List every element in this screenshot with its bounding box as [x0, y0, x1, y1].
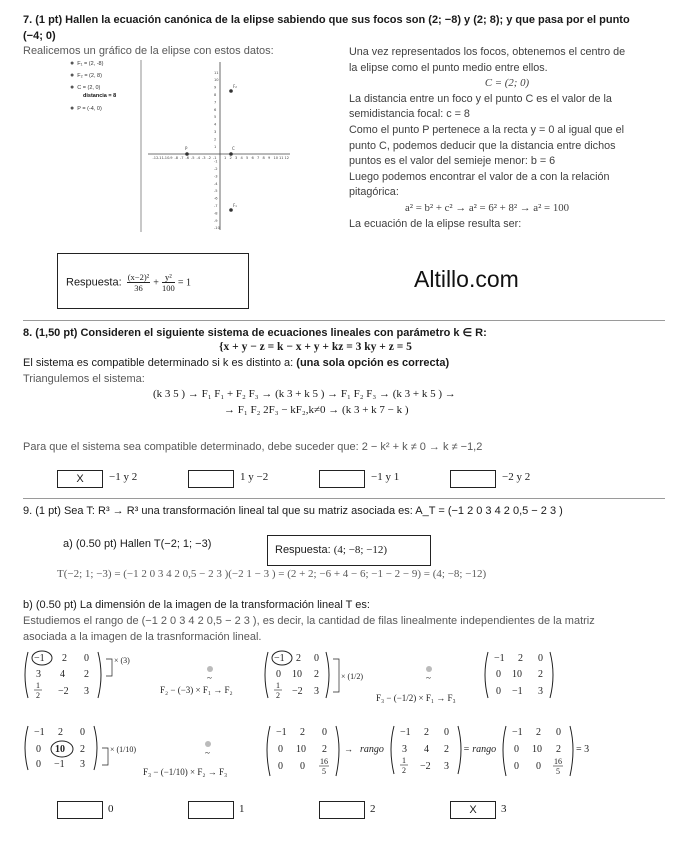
svg-text:3: 3 [80, 759, 85, 770]
svg-text:~: ~ [205, 748, 210, 758]
x-tick-label: 11 [279, 156, 284, 160]
x-tick-label: 8 [262, 156, 265, 160]
svg-text:−2: −2 [292, 686, 303, 697]
q7-answer: Respuesta: $\frac{\text{(x−2)²}}{36}$ + $\frac{\text{y²}}{100}$ = 1 [66, 272, 191, 293]
svg-text:3: 3 [444, 761, 449, 772]
q8-system: {x + y − z = k − x + y + kz = 3 ky + z = 5 [219, 341, 412, 353]
svg-text:0: 0 [36, 744, 41, 755]
q8-option-3-checkbox[interactable] [319, 470, 365, 488]
svg-text:~: ~ [426, 673, 431, 683]
svg-text:4: 4 [424, 744, 429, 755]
x-tick-label: -12 [152, 156, 159, 160]
svg-text:0: 0 [538, 653, 543, 664]
y-tick-label: -2 [214, 167, 218, 171]
q8-question [23, 357, 449, 369]
q7-explanation [349, 45, 665, 232]
svg-text:2: 2 [84, 669, 89, 680]
y-tick-label: -1 [214, 159, 218, 164]
svg-text:−2: −2 [58, 686, 69, 697]
y-tick-label: 4 [214, 122, 217, 127]
svg-text:0: 0 [84, 653, 89, 664]
y-tick-label: 9 [214, 85, 217, 90]
svg-text:rango: rango [360, 744, 384, 755]
svg-text:2: 2 [322, 744, 327, 755]
q7-line: La distancia entre un foco y el punto C es el valor de la [349, 92, 612, 105]
svg-text:0: 0 [496, 669, 501, 680]
x-tick-label: -6 [185, 156, 190, 160]
x-tick-label: 2 [229, 156, 232, 160]
q8-step1: (k 3 5 ) → F₁ F₁ + F₂ F₃ → (k 3 + k 5 ) → F₁ F₂ F₃ → (k 3 + k 5 ) → [153, 388, 456, 400]
fraction-numerator: (x−2)² [127, 272, 150, 282]
svg-text:0: 0 [80, 727, 85, 738]
svg-text:2: 2 [518, 653, 523, 664]
svg-text:−1: −1 [34, 727, 45, 738]
svg-text:2: 2 [58, 727, 63, 738]
svg-text:−1: −1 [494, 653, 505, 664]
q9a-answer-box [267, 535, 431, 566]
svg-text:× (1/10): × (1/10) [110, 745, 137, 754]
svg-text:16: 16 [554, 757, 562, 766]
svg-text:5: 5 [556, 767, 560, 776]
svg-text:2: 2 [296, 653, 301, 664]
graph-legend: ● F₁ = (2, -8) ● F₂ = (2, 8) ● C = (2, 0) distancia = 8 ● P = (-4, 0) [70, 60, 117, 112]
point-c [229, 152, 233, 156]
svg-text:4: 4 [60, 669, 65, 680]
x-tick-label: 4 [240, 156, 243, 160]
answer-equals: = 1 [177, 277, 191, 289]
q9b-option-2-checkbox[interactable] [188, 801, 234, 819]
q8-option-3-label: −1 y 1 [371, 471, 400, 483]
svg-text:0: 0 [536, 761, 541, 772]
y-tick-label: -6 [214, 196, 218, 201]
elimination-row-1 [20, 648, 670, 718]
svg-text:1: 1 [402, 756, 406, 765]
y-tick-label: 7 [214, 100, 217, 105]
svg-text:F₃ − (−1/2) × F₁ → F₃: F₃ − (−1/2) × F₁ → F₃ [376, 693, 456, 703]
point-f2 [229, 89, 233, 93]
svg-text:0: 0 [314, 653, 319, 664]
point-p [185, 152, 189, 156]
svg-text:2: 2 [556, 744, 561, 755]
y-tick-label: -3 [214, 174, 218, 179]
svg-text:10: 10 [55, 744, 65, 755]
answer-value: (4; −8; −12) [333, 544, 388, 556]
legend-f2: F₂ = (2, 8) [77, 73, 102, 79]
q8-option-1-checkbox[interactable]: X [57, 470, 103, 488]
q8-option-2-label: 1 y −2 [240, 471, 269, 483]
x-tick-label: 6 [251, 156, 254, 160]
svg-text:5: 5 [322, 767, 326, 776]
svg-text:2: 2 [538, 669, 543, 680]
q7-line: puntos es el valor del semieje menor: b = 6 [349, 155, 556, 168]
svg-text:2: 2 [424, 727, 429, 738]
svg-text:0: 0 [322, 727, 327, 738]
svg-text:F₂: F₂ [233, 84, 237, 89]
point-f1 [229, 208, 233, 212]
q7-answer-box [57, 253, 249, 309]
svg-text:2: 2 [314, 669, 319, 680]
q7-line: semidistancia focal: c = 8 [349, 108, 470, 121]
svg-text:F₁: F₁ [233, 203, 237, 208]
fraction-denominator: 100 [162, 283, 175, 293]
svg-text:2: 2 [444, 744, 449, 755]
ellipse-graph [140, 60, 295, 232]
q8-triangulate: Triangulemos el sistema: [23, 373, 145, 385]
answer-label: Respuesta: [66, 276, 122, 289]
svg-text:0: 0 [514, 761, 519, 772]
y-tick-label: 8 [214, 93, 217, 97]
svg-text:10: 10 [292, 669, 302, 680]
x-tick-label: -5 [191, 156, 195, 160]
svg-text:3: 3 [314, 686, 319, 697]
q9a-answer [275, 544, 387, 556]
q7-line: pitagórica: [349, 186, 399, 199]
q7-title: 7. (1 pt) Hallen la ecuación canónica de la elipse sabiendo que sus focos son (2; −8) y (2; 8); y que pasa por el punto [23, 14, 630, 26]
svg-text:P: P [185, 146, 188, 151]
svg-text:2: 2 [36, 691, 40, 700]
x-tick-label: 7 [257, 156, 260, 160]
x-tick-label: -1 [213, 156, 217, 160]
svg-text:10: 10 [532, 744, 542, 755]
x-tick-label: -10 [163, 156, 170, 160]
q7-line: La ecuación de la elipse resulta ser: [349, 217, 522, 230]
q9b-option-3-label: 2 [370, 803, 376, 815]
q8-question-note: (una sola opción es correcta) [296, 357, 450, 369]
svg-text:0: 0 [556, 727, 561, 738]
x-tick-label: -8 [174, 156, 179, 160]
q9b-option-4-label: 3 [501, 803, 507, 815]
x-tick-label: -3 [202, 156, 206, 160]
x-tick-label: -4 [196, 156, 201, 160]
q7-intro: Realicemos un gráfico de la elipse con estos datos: [23, 45, 274, 57]
q8-title: 8. (1,50 pt) Consideren el siguiente sistema de ecuaciones lineales con parámetro k ∈ R: [23, 327, 487, 339]
q9b-option-3-checkbox[interactable] [319, 801, 365, 819]
svg-text:C: C [232, 146, 235, 151]
svg-text:0: 0 [300, 761, 305, 772]
svg-text:−1: −1 [276, 727, 287, 738]
x-tick-label: 5 [246, 156, 249, 160]
q8-option-4-checkbox[interactable] [450, 470, 496, 488]
legend-p: P = (-4, 0) [77, 106, 102, 112]
svg-text:10: 10 [296, 744, 306, 755]
q9b-option-4-checkbox[interactable]: X [450, 801, 496, 819]
x-tick-label: -7 [180, 156, 184, 160]
q8-step2: → F₁ F₂ 2F₃ − kF₂,k≠0 → (k 3 + k 7 − k ) [224, 404, 409, 416]
svg-text:0: 0 [444, 727, 449, 738]
y-tick-label: 5 [214, 115, 217, 120]
q9b-line1: Estudiemos el rango de (−1 2 0 3 4 2 0,5 − 2 3 ), es decir, la cantidad de filas linealmente independientes de la matriz [23, 615, 595, 627]
q9b-option-2-label: 1 [239, 803, 245, 815]
svg-text:F₃ − (−1/10) × F₂ → F₃: F₃ − (−1/10) × F₂ → F₃ [143, 767, 228, 777]
svg-text:2: 2 [300, 727, 305, 738]
svg-text:0: 0 [514, 744, 519, 755]
q7-pythagoras: a² = b² + c² → a² = 6² + 8² → a² = 100 [404, 201, 570, 214]
svg-text:= rango: = rango [463, 744, 497, 755]
svg-text:~: ~ [207, 673, 212, 683]
y-tick-label: -9 [214, 218, 218, 223]
svg-text:16: 16 [320, 757, 328, 766]
svg-text:2: 2 [276, 691, 280, 700]
y-tick-label: -5 [214, 189, 218, 194]
q8-condition: Para que el sistema sea compatible determinado, debe suceder que: 2 − k² + k ≠ 0 → k ≠ −1,2 [23, 441, 483, 453]
q7-line-center: C = (2; 0) [484, 77, 530, 90]
x-tick-label: -11 [158, 156, 164, 160]
q8-question-text: El sistema es compatible determinado si k es distinto a: [23, 357, 297, 369]
q8-option-1-label: −1 y 2 [109, 471, 138, 483]
svg-text:2: 2 [62, 653, 67, 664]
svg-text:1: 1 [276, 681, 280, 690]
y-tick-label: 2 [214, 137, 217, 142]
q8-option-2-checkbox[interactable] [188, 470, 234, 488]
x-tick-label: 3 [235, 156, 238, 160]
svg-text:0: 0 [278, 761, 283, 772]
y-tick-label: -8 [214, 211, 218, 216]
fraction-denominator: 36 [134, 283, 143, 293]
x-tick-label: 1 [224, 156, 227, 160]
svg-text:−1: −1 [512, 686, 523, 697]
svg-text:2: 2 [80, 744, 85, 755]
y-tick-label: 1 [214, 144, 217, 149]
svg-text:0: 0 [276, 669, 281, 680]
svg-text:× (3): × (3) [114, 656, 130, 665]
y-tick-label: -4 [214, 181, 218, 186]
x-tick-label: 10 [273, 156, 279, 160]
q9a-calculation: T(−2; 1; −3) = (−1 2 0 3 4 2 0,5 − 2 3 )(−2 1 − 3 ) = (2 + 2; −6 + 4 − 6; −1 − 2 − 9) = (4; −8; −12) [57, 568, 487, 580]
y-tick-label: 6 [214, 107, 217, 112]
x-tick-label: 9 [268, 156, 271, 160]
svg-text:2: 2 [536, 727, 541, 738]
y-tick-label: 11 [214, 70, 219, 75]
svg-text:3: 3 [402, 744, 407, 755]
x-tick-label: 12 [284, 156, 290, 160]
y-tick-label: -7 [214, 204, 218, 208]
elimination-row-2 [20, 722, 670, 788]
svg-text:−1: −1 [512, 727, 523, 738]
answer-label: Respuesta: [275, 544, 331, 556]
svg-text:→: → [344, 744, 353, 754]
svg-text:× (1/2): × (1/2) [341, 672, 364, 681]
q7-line: Una vez representados los focos, obtenemos el centro de [349, 46, 626, 58]
brand-logo: Altillo.com [414, 266, 519, 292]
svg-text:−1: −1 [274, 653, 285, 664]
svg-text:0: 0 [496, 686, 501, 697]
q7-line: la elipse como el punto medio entre ellos. [349, 61, 548, 74]
svg-text:3: 3 [538, 686, 543, 697]
q9a-title: a) (0.50 pt) Hallen T(−2; 1; −3) [63, 538, 212, 550]
svg-text:−1: −1 [34, 653, 45, 664]
x-tick-label: -9 [169, 156, 173, 160]
svg-text:1: 1 [36, 681, 40, 690]
divider [23, 498, 665, 499]
fraction-numerator: y² [162, 272, 175, 283]
svg-text:0: 0 [36, 759, 41, 770]
svg-text:−2: −2 [420, 761, 431, 772]
svg-text:3: 3 [36, 669, 41, 680]
q7-line: punto C, podemos deducir que la distancia entre dichos [349, 139, 616, 152]
y-tick-label: 3 [214, 130, 217, 134]
svg-text:3: 3 [84, 686, 89, 697]
q9-title: 9. (1 pt) Sea T: R³ → R³ una transformación lineal tal que su matriz asociada es: A_T = (−1 2 0 3 4 2 0,5 − 2 3 ) [23, 505, 563, 517]
y-tick-label: -10 [214, 226, 220, 231]
legend-distance: distancia = 8 [83, 93, 117, 99]
q9b-line2: asociada a la imagen de la trasnformación lineal. [23, 631, 262, 643]
q9b-option-1-label: 0 [108, 803, 114, 815]
x-tick-label: -2 [207, 156, 212, 160]
divider [23, 320, 665, 321]
q7-title-point: (−4; 0) [23, 30, 56, 42]
svg-text:10: 10 [512, 669, 522, 680]
q9b-title: b) (0.50 pt) La dimensión de la imagen de la transformación lineal T es: [23, 599, 370, 611]
q8-option-4-label: −2 y 2 [502, 471, 531, 483]
svg-text:0: 0 [278, 744, 283, 755]
q9b-option-1-checkbox[interactable] [57, 801, 103, 819]
q7-line: Luego podemos encontrar el valor de a con la relación [349, 170, 610, 183]
legend-c: C = (2, 0) [77, 85, 101, 91]
y-tick-label: 10 [214, 78, 219, 83]
svg-text:2: 2 [402, 766, 406, 775]
svg-text:= 3: = 3 [576, 744, 590, 755]
q7-line: Como el punto P pertenece a la recta y = 0 al igual que el [349, 123, 624, 136]
svg-text:F₂ − (−3) × F₁ → F₂: F₂ − (−3) × F₁ → F₂ [160, 685, 233, 695]
svg-text:−1: −1 [54, 759, 65, 770]
svg-text:−1: −1 [400, 727, 411, 738]
legend-f1: F₁ = (2, -8) [77, 61, 104, 67]
